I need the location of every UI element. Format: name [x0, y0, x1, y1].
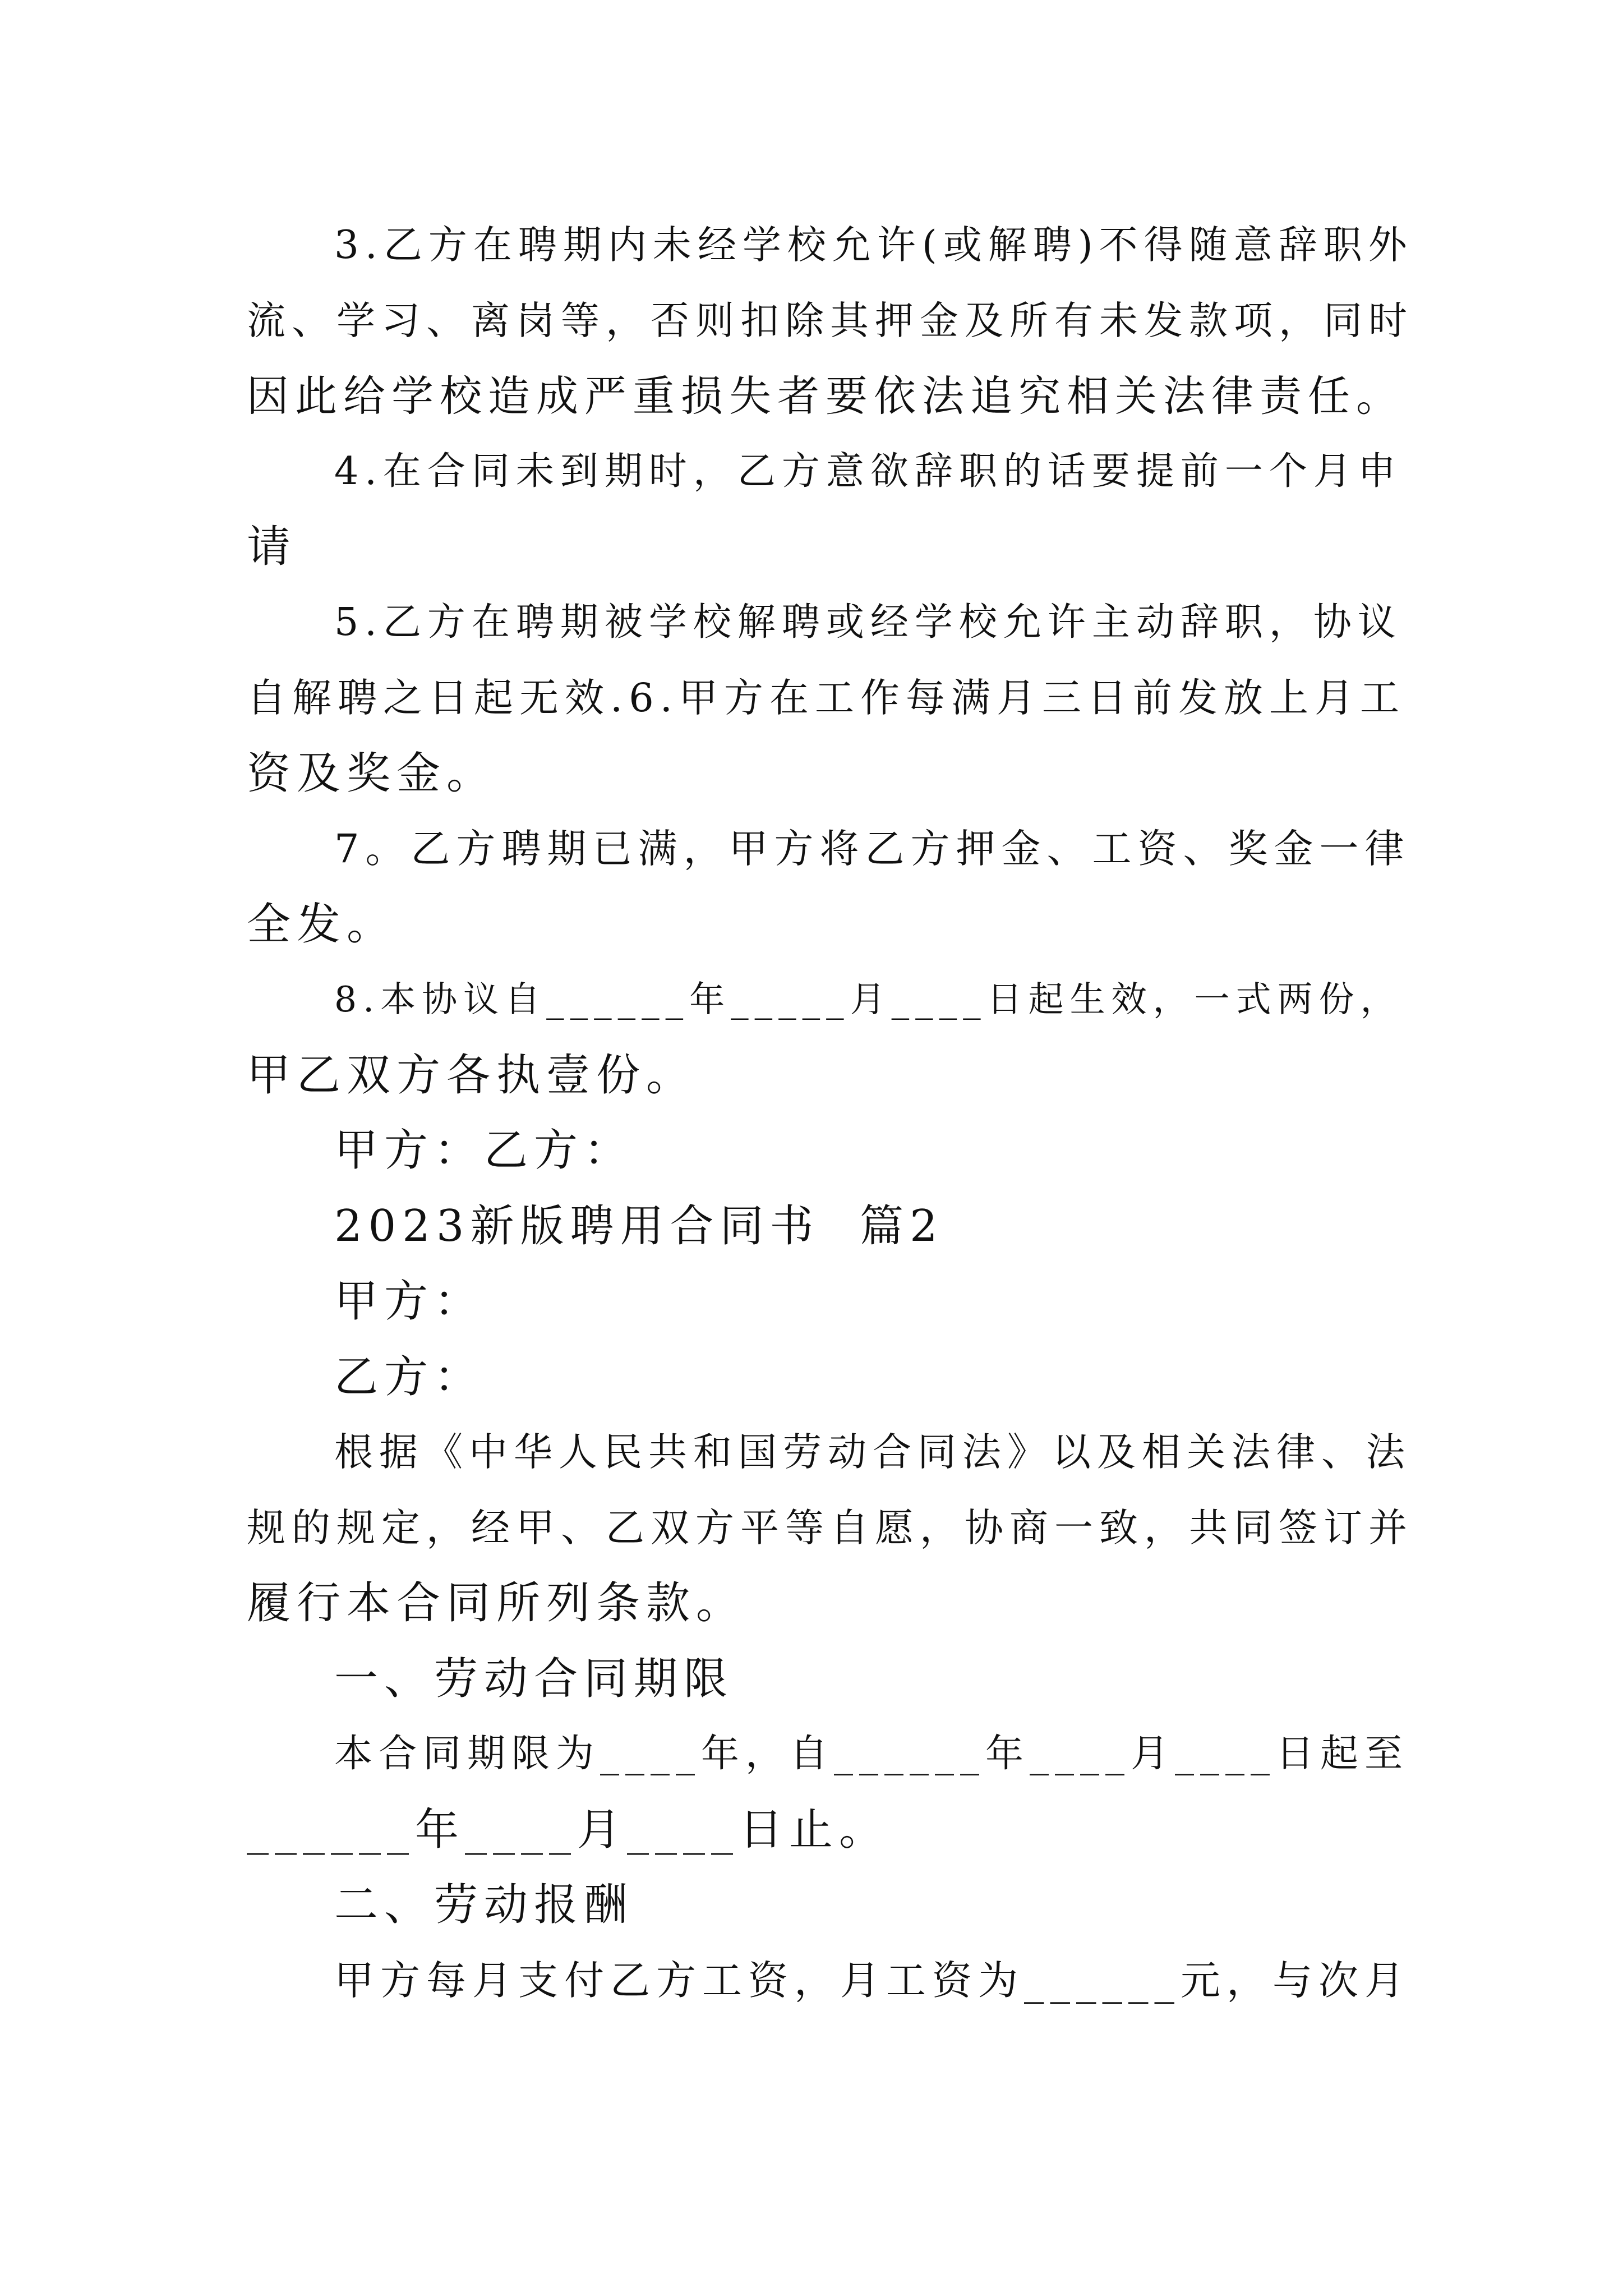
- preamble-line-2: 规的规定，经甲、乙双方平等自愿，协商一致，共同签订并: [247, 1506, 1413, 1550]
- article-2-heading: 二、劳动报酬: [334, 1880, 634, 1930]
- signature-line: 甲方：乙方：: [334, 1125, 634, 1176]
- clause-3-line-1: 3.乙方在聘期内未经学校允许(或解聘)不得随意辞职外: [334, 223, 1413, 268]
- clause-3-line-2: 流、学习、离岗等，否则扣除其押金及所有未发款项，同时: [247, 298, 1413, 343]
- party-a-label: 甲方：: [334, 1276, 485, 1327]
- article-1-heading: 一、劳动合同期限: [334, 1654, 734, 1704]
- clause-8-line-2: 甲乙双方各执壹份。: [247, 1050, 697, 1101]
- clause-4-line-2: 请: [247, 522, 297, 572]
- salary-line-1: 甲方每月支付乙方工资，月工资为______元，与次月: [334, 1957, 1411, 2004]
- clause-7-line-1: 7。乙方聘期已满，甲方将乙方押金、工资、奖金一律: [334, 826, 1410, 872]
- clause-5-line-1: 5.乙方在聘期被学校解聘或经学校允许主动辞职，协议: [334, 600, 1402, 645]
- party-b-label: 乙方：: [334, 1352, 485, 1402]
- term-line-1: 本合同期限为____年，自______年____月____日起至: [334, 1732, 1409, 1776]
- clause-5-line-2: 自解聘之日起无效.6.甲方在工作每满月三日前发放上月工: [247, 675, 1406, 721]
- clause-4-line-1: 4.在合同未到期时，乙方意欲辞职的话要提前一个月申: [334, 449, 1402, 494]
- clause-3-line-3: 因此给学校造成严重损失者要依法追究相关法律责任。: [247, 371, 1405, 421]
- preamble-line-1: 根据《中华人民共和国劳动合同法》以及相关法律、法: [334, 1430, 1411, 1475]
- clause-7-line-2: 全发。: [247, 899, 397, 950]
- clause-5-line-3: 资及奖金。: [247, 748, 497, 799]
- section-heading: 2023新版聘用合同书 篇2: [334, 1201, 944, 1251]
- term-line-2: ______年____月____日止。: [247, 1805, 889, 1855]
- preamble-line-3: 履行本合同所列条款。: [247, 1578, 746, 1628]
- clause-8-line-1: 8.本协议自______年_____月____日起生效，一式两份，: [334, 979, 1402, 1020]
